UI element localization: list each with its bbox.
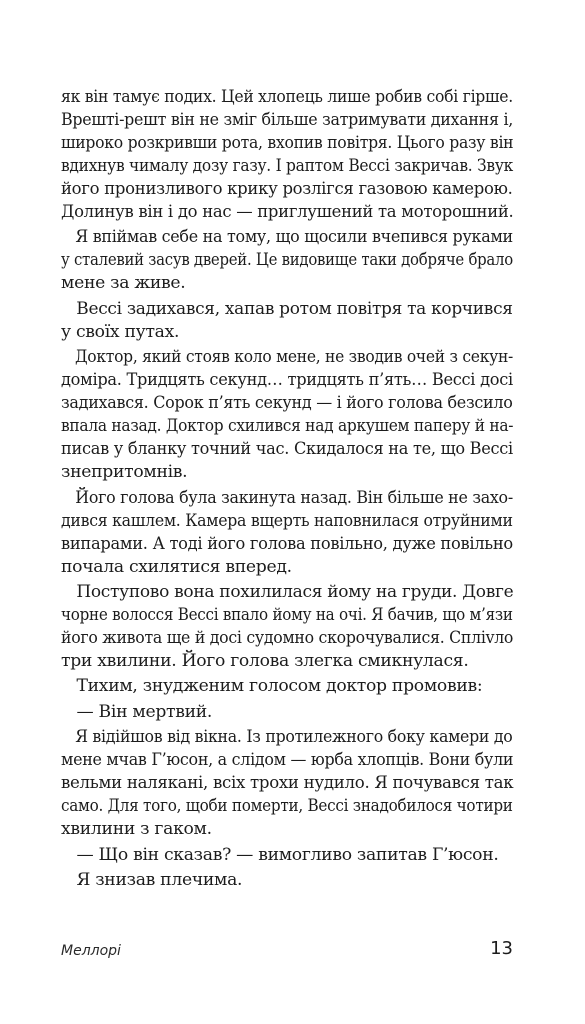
text-line: почала схилятися вперед. (61, 556, 292, 577)
text-line: його пронизливого крику розлігся газовою камерою. (61, 179, 513, 199)
paragraph (61, 226, 513, 295)
paragraph (61, 487, 513, 579)
text-line: випарами. А тоді його голова повільно, дуже повільно (61, 533, 513, 554)
text-line: чорне волосся Вессі впало йому на очі. Я бачив, що м’язи (61, 604, 513, 625)
text-line: вдихнув чималу дозу газу. І раптом Вессі закричав. Звук (61, 156, 514, 176)
text-line: знепритомнів. (61, 462, 188, 483)
text-line: Поступово вона похилилася йому на груди. Довге (61, 581, 514, 602)
text-line: Я відійшов від вікна. Із протилежного боку камери до (61, 727, 513, 748)
text-line: мене мчав Г’юсон, а слідом — юрба хлопців. Вони були (61, 750, 514, 771)
text-line: три хвилини. Його голова злегка смикнулася. (61, 650, 469, 671)
text-line: Я знизав плечима. (61, 869, 243, 890)
paragraph (61, 298, 513, 344)
text-line: широко розкривши рота, вхопив повітря. Цього разу він (61, 133, 514, 153)
text-line: впала назад. Доктор схилився над аркушем паперу й на- (61, 416, 514, 437)
paragraph (61, 86, 513, 224)
paragraph (61, 346, 513, 484)
text-line: — Він мертвий. (61, 701, 213, 722)
text-line: Тихим, знудженим голосом доктор промовив: (61, 676, 483, 697)
text-line: Врешті-решт він не зміг більше затримувати дихання і, (61, 110, 514, 130)
paragraph (61, 581, 513, 673)
text-line: доміра. Тридцять секунд… тридцять п’ять… Вессі досі (61, 370, 513, 391)
paragraph (61, 726, 513, 841)
text-line: Його голова була закинута назад. Він більше не захо- (61, 487, 513, 508)
paragraph (61, 675, 513, 698)
paragraph (61, 844, 513, 867)
text-line: писав у бланку точний час. Скидалося на те, що Вессі (61, 439, 513, 460)
text-line: хвилини з гаком. (61, 819, 212, 840)
text-line: його живота ще й досі судомно скорочувалися. Сплivло (61, 627, 514, 648)
text-line: Вессі задихався, хапав ротом повітря та корчився (61, 298, 513, 319)
text-line: мене за живе. (61, 273, 186, 294)
text-line: Долинув він і до нас — приглушений та моторошний. (61, 202, 514, 222)
text-line: само. Для того, щоби померти, Вессі знадобилося чотири (61, 796, 513, 817)
running-footer-title: Меллорі (61, 943, 121, 959)
text-line: дився кашлем. Камера вщерть наповнилася отруйними (61, 510, 513, 531)
page-number: 13 (490, 938, 513, 959)
text-line: Доктор, який стояв коло мене, не зводив очей з секун- (61, 347, 514, 368)
paragraph (61, 701, 513, 724)
body-text (61, 86, 513, 892)
text-line: як він тамує подих. Цей хлопець лише робив собі гірше. (61, 87, 513, 107)
text-line: — Що він сказав? — вимогливо запитав Г’юсон. (61, 844, 499, 865)
text-line: Я впіймав себе на тому, що щосили вчепився руками (61, 227, 513, 248)
text-line: задихався. Сорок п’ять секунд — і його голова безсило (61, 393, 513, 414)
text-line: вельми налякані, всіх трохи нудило. Я почувався так (61, 773, 514, 794)
text-line: у своїх путах. (61, 321, 180, 342)
text-line: у сталевий засув дверей. Це видовище таки добряче брало (61, 250, 513, 271)
paragraph (61, 869, 513, 892)
